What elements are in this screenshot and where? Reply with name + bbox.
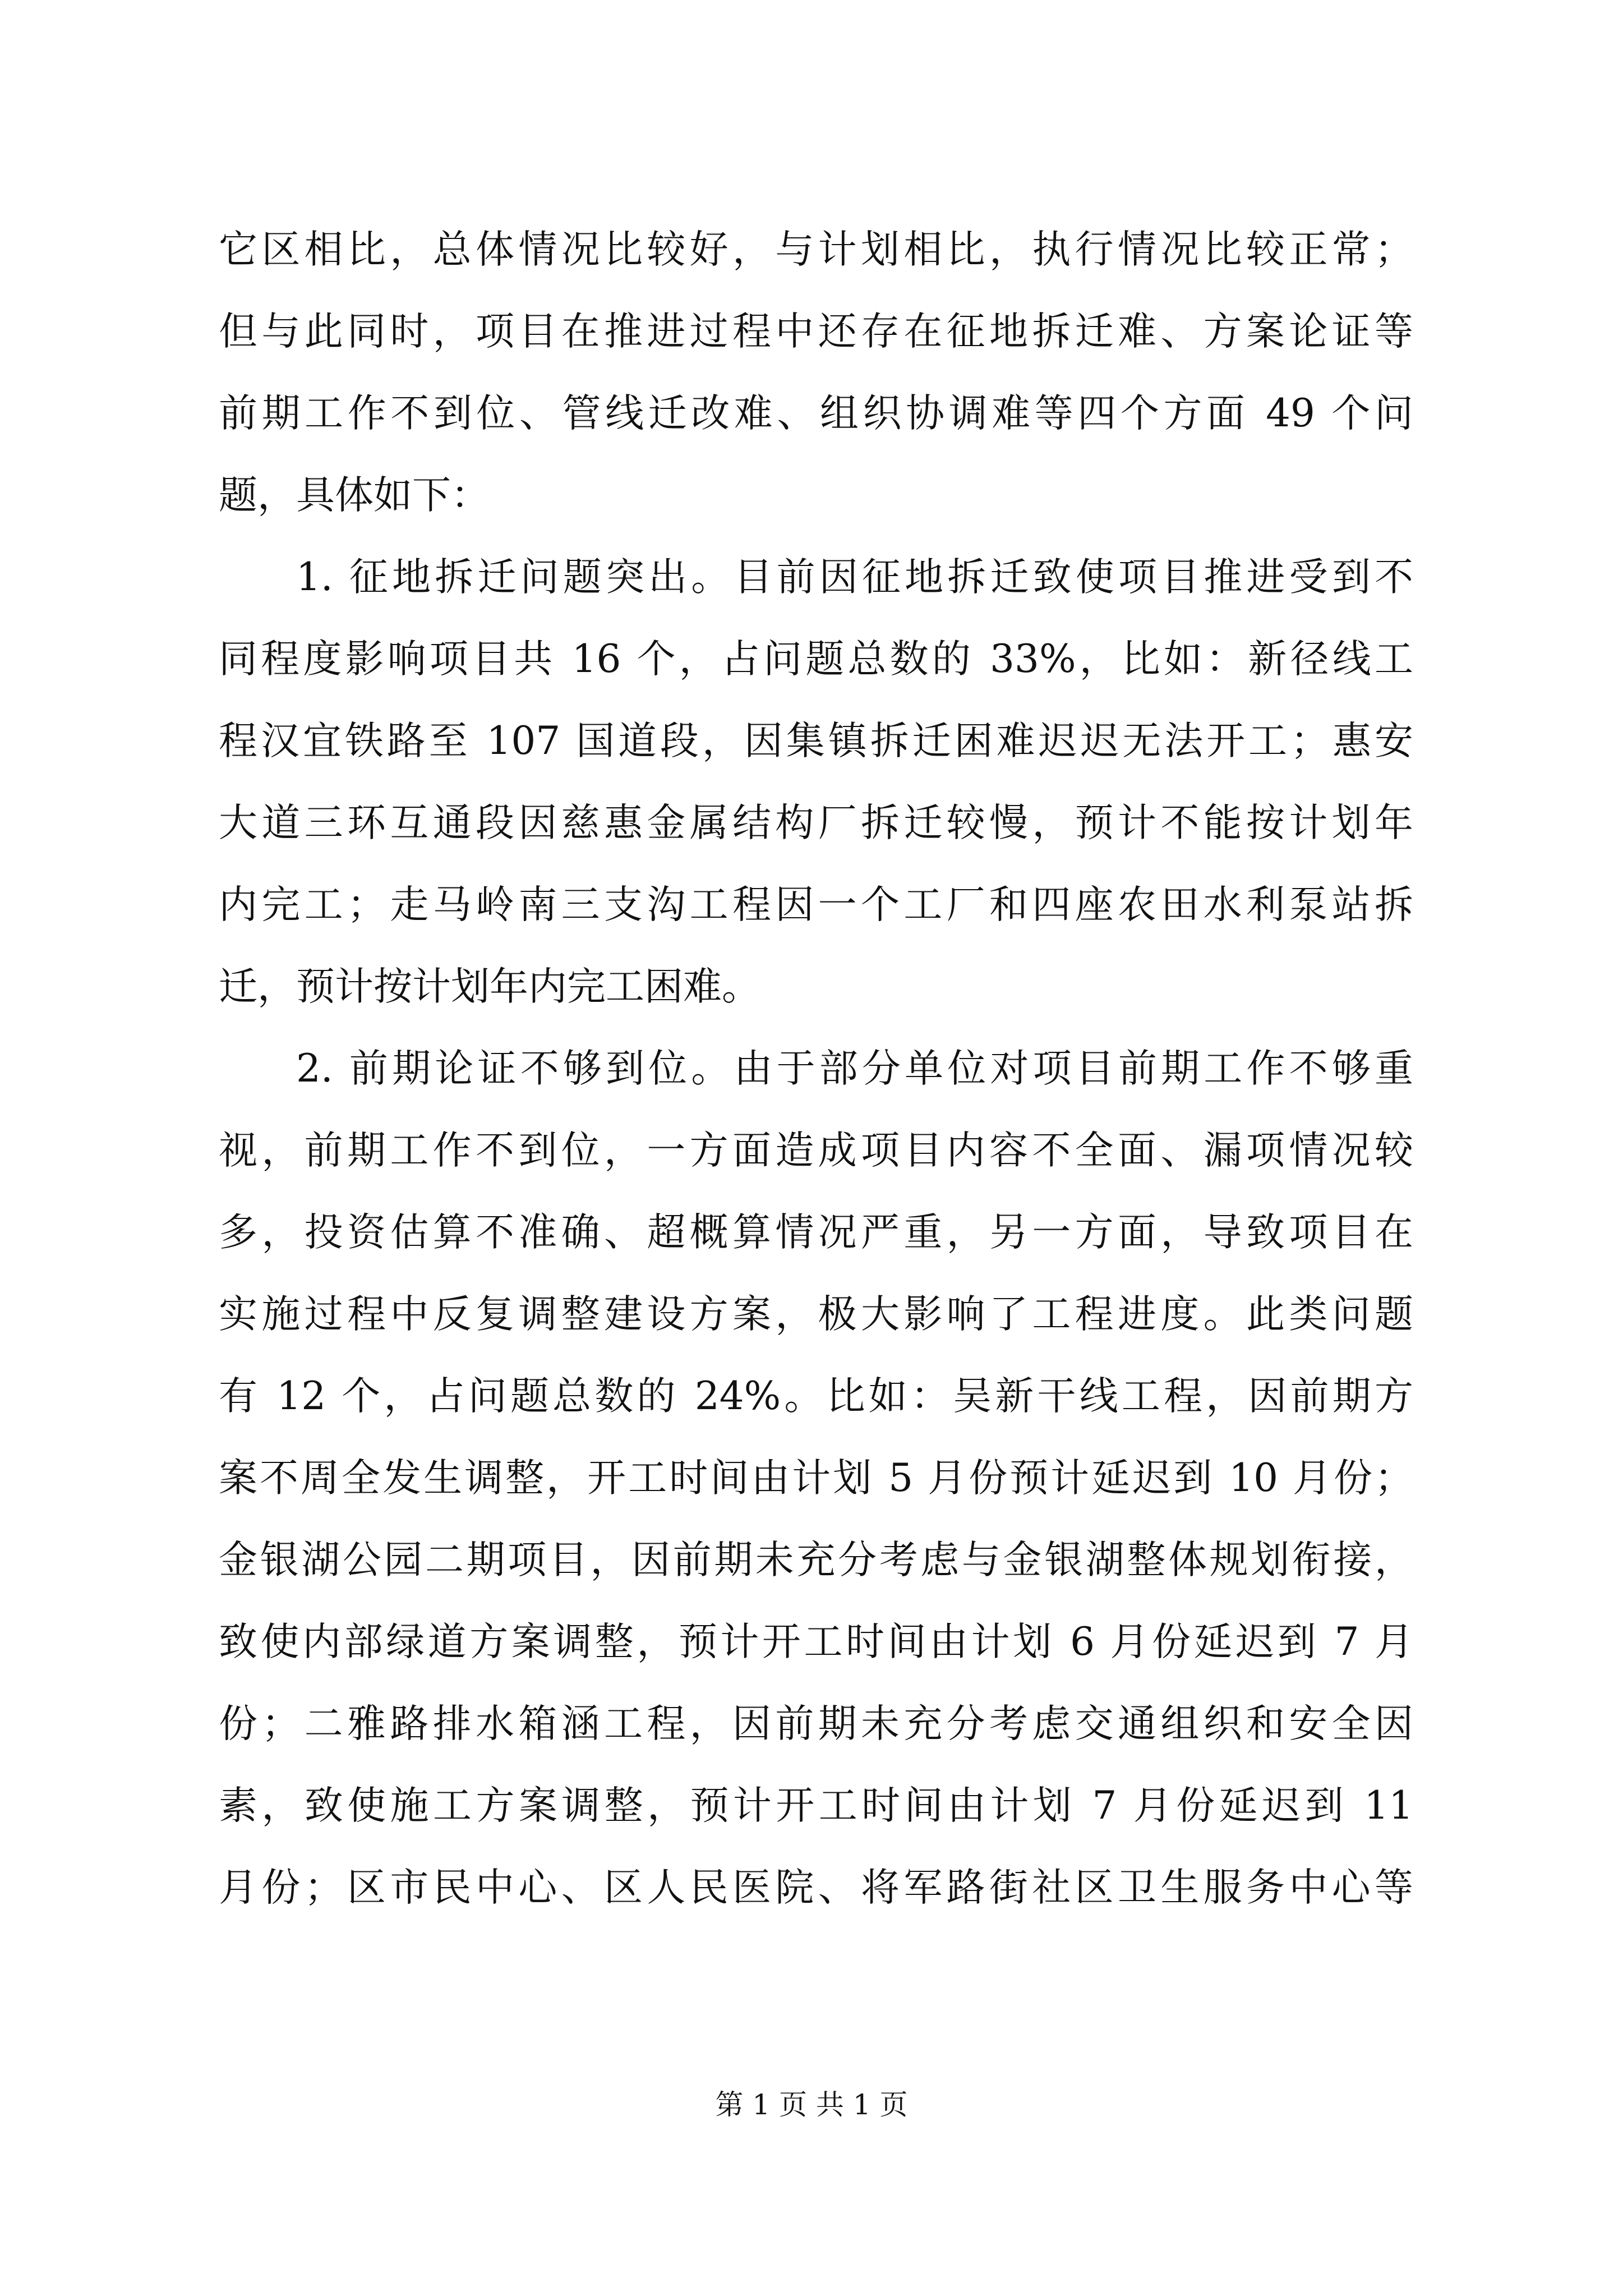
text-line: 视，前期工作不到位，一方面造成项目内容不全面、漏项情况较 xyxy=(219,1128,1413,1173)
text-line: 多，投资估算不准确、超概算情况严重，另一方面，导致项目在 xyxy=(219,1210,1413,1255)
text-line: 内完工；走马岭南三支沟工程因一个工厂和四座农田水利泵站拆 xyxy=(219,882,1413,927)
text-line: 同程度影响项目共 16 个，占问题总数的 33%，比如：新径线工 xyxy=(219,637,1413,682)
paragraph-2-first-line: 2. 前期论证不够到位。由于部分单位对项目前期工作不够重 xyxy=(296,1046,1413,1091)
text-line: 案不周全发生调整，开工时间由计划 5 月份预计延迟到 10 月份； xyxy=(219,1456,1413,1501)
text-line: 程汉宜铁路至 107 国道段，因集镇拆迁困难迟迟无法开工；惠安 xyxy=(219,719,1413,763)
text-line: 致使内部绿道方案调整，预计开工时间由计划 6 月份延迟到 7 月 xyxy=(219,1619,1413,1664)
document-body xyxy=(219,209,1413,1929)
text-line: 有 12 个，占问题总数的 24%。比如：吴新干线工程，因前期方 xyxy=(219,1374,1413,1419)
text-line: 实施过程中反复调整建设方案，极大影响了工程进度。此类问题 xyxy=(219,1292,1413,1337)
text-line: 但与此同时，项目在推进过程中还存在征地拆迁难、方案论证等 xyxy=(219,309,1413,354)
text-line: 月份；区市民中心、区人民医院、将军路街社区卫生服务中心等 xyxy=(219,1865,1413,1910)
text-line: 它区相比，总体情况比较好，与计划相比，执行情况比较正常； xyxy=(219,227,1413,272)
text-line: 题，具体如下： xyxy=(219,473,490,518)
text-line: 迁，预计按计划年内完工困难。 xyxy=(219,964,760,1009)
text-line: 大道三环互通段因慈惠金属结构厂拆迁较慢，预计不能按计划年 xyxy=(219,800,1413,845)
text-line: 素，致使施工方案调整，预计开工时间由计划 7 月份延迟到 11 xyxy=(219,1783,1413,1828)
text-line: 金银湖公园二期项目，因前期未充分考虑与金银湖整体规划衔接， xyxy=(219,1538,1413,1582)
text-line: 前期工作不到位、管线迁改难、组织协调难等四个方面 49 个问 xyxy=(219,391,1413,436)
page-number-footer: 第 1 页 共 1 页 xyxy=(715,2088,908,2121)
text-line: 份；二雅路排水箱涵工程，因前期未充分考虑交通组织和安全因 xyxy=(219,1701,1413,1746)
paragraph-1-first-line: 1. 征地拆迁问题突出。目前因征地拆迁致使项目推进受到不 xyxy=(296,555,1413,600)
